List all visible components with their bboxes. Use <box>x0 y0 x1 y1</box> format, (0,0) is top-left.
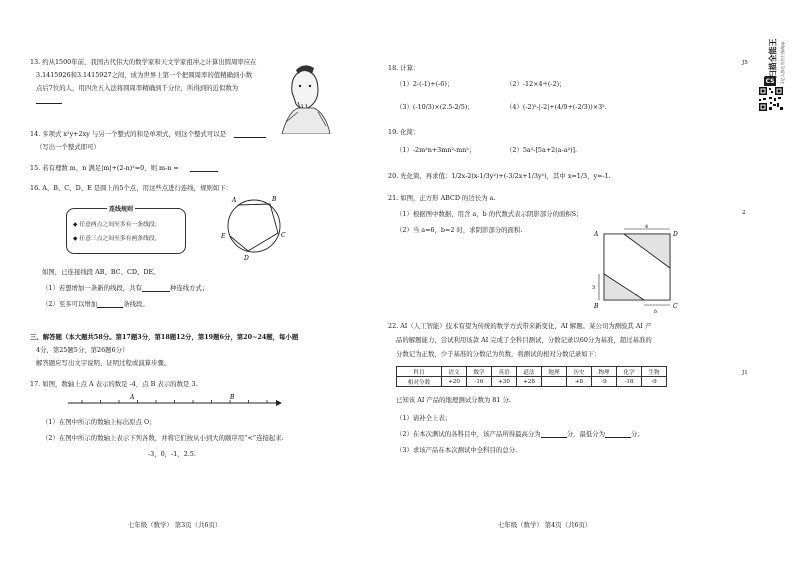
rules-title: 连线规则 <box>109 206 134 213</box>
q16-sub2-tail: 条线段。 <box>123 300 149 308</box>
table-cell: 科目 <box>397 367 442 377</box>
q19-part1: （1）-2m²n+3mn²-mn²； <box>396 146 476 154</box>
q18-part2: （2）-12×4÷(-2)； <box>506 80 566 88</box>
q16-rules-box <box>66 208 186 254</box>
left-footer: 七年级（数学） 第3页（共6页） <box>128 521 222 529</box>
table-cell: -16 <box>467 377 492 387</box>
square-label-b: B <box>594 303 599 310</box>
table-cell: 相对分数 <box>397 377 442 387</box>
q22-min-blank <box>605 430 631 438</box>
q22-max-blank <box>541 430 567 438</box>
table-cell: 语文 <box>442 367 467 377</box>
margin-mark-middle: 2 <box>742 210 746 216</box>
circle-label-c: C <box>281 232 286 239</box>
q22-sub2 <box>396 430 644 438</box>
table-cell: -18 <box>617 377 642 387</box>
table-cell: +28 <box>517 377 542 387</box>
q21-sub2: （2）当 a=6，b=2 时，求阴影部分的面积. <box>396 226 523 234</box>
q17-sub2: （2）在图中所示的数轴上表示下列各数，并将它们按从小到大的顺序用“<”连接起来. <box>42 434 284 442</box>
q15-answer-blank <box>190 164 218 172</box>
table-cell: 英语 <box>492 367 517 377</box>
five-points-circle-figure <box>220 190 290 262</box>
square-top-dimension: 4 <box>645 224 649 230</box>
number-line-ticks <box>82 400 267 403</box>
q16-sub1-blank <box>142 284 170 292</box>
margin-mark-top: J5 <box>742 60 748 66</box>
table-cell: +20 <box>442 377 467 387</box>
scanner-brand-tagline: 3亿人都在用的扫描App <box>780 41 785 84</box>
q17-sub1: （1）在图中所示的数轴上标出原点 O； <box>42 418 156 426</box>
q18-part3: （3）(-10/3)×(2.5-2/5)； <box>396 103 474 111</box>
square-label-c: C <box>673 303 678 310</box>
q18-part1: （1）2-(-1)+(-6)； <box>396 80 454 88</box>
q22-note: 已知该 AI 产品的地理测试分数为 81 分. <box>396 396 511 404</box>
q20-text: 20. 先化简，再求值：1/2x-2(x-1/3y²)+(-3/2x+1/3y²)，其中 x=1/3，y=-1. <box>388 172 611 180</box>
section3-line1: 三、解答题（本大题共58分。第17题3分，第18题12分，第19题6分，第20~24题，每小题 <box>30 333 299 341</box>
section3-line2: 4分，第25题5分，第26题6分） <box>36 346 129 354</box>
q22-line2: 品的解题能力，尝试利用该款 AI 完成了全科目测试，分数记录以60分为基准，超过基准的 <box>396 336 652 344</box>
q18-part4: （4）(-2)²-|-2|+(4/9+(-2/3))×3². <box>506 103 607 111</box>
q13-line1: 13. 约从1500年前，我国古代伟大的数学家和天文学家祖冲之计算出圆周率应在 <box>30 58 257 66</box>
section3-line3: 解答题应写出文字说明、证明过程或演算步骤。 <box>36 359 171 367</box>
table-cell: -9 <box>642 377 667 387</box>
left-page <box>0 0 380 561</box>
q21-line1: 21. 如图，正方形 ABCD 的边长为 a. <box>388 194 496 202</box>
circle-label-e: E <box>221 233 226 240</box>
q14-answer-blank <box>234 130 266 138</box>
square-left-dimension: 3 <box>592 285 596 291</box>
number-line <box>64 392 284 414</box>
q17-numbers: -3，0，-1，2.5. <box>148 450 196 458</box>
q16-line2: 如图，已连接线段 AB、BC、CD、DE。 <box>42 268 160 276</box>
q16-sub2 <box>42 300 149 308</box>
table-cell-empty <box>542 377 567 387</box>
table-header-row <box>397 367 667 377</box>
right-footer: 七年级（数学） 第4页（共6页） <box>498 521 592 529</box>
q21-sub1: （1）根据图中数据，用含 a，b 的代数式表示阴影部分的面积S； <box>396 210 583 218</box>
zu-chongzhi-portrait <box>274 62 334 134</box>
square-abcd-figure <box>590 222 680 314</box>
q16-sub1-text: （1）若想增加一条新的线段，共有 <box>42 284 142 292</box>
q22-sub3: （3）求该产品在本次测试中全科目的总分. <box>396 446 518 454</box>
scanner-brand-name: 扫描全能王 <box>768 38 778 79</box>
square-label-d: D <box>673 231 678 238</box>
point-a-label: A <box>130 394 135 401</box>
table-cell: 物理 <box>592 367 617 377</box>
ai-score-table <box>396 366 667 387</box>
q13-answer-blank <box>36 96 62 104</box>
q13-line2: 3.1415926和3.1415927之间，成为世界上第一个把圆周率的值精确到小数 <box>36 71 253 79</box>
q22-sub2-text: （2）在本次测试的各科目中，该产品所得最高分为 <box>396 430 541 438</box>
qr-code-icon <box>758 86 784 112</box>
table-values-row <box>397 377 667 387</box>
table-cell: +8 <box>567 377 592 387</box>
square-bottom-dimension: b <box>654 309 658 314</box>
circle-label-b: B <box>272 196 277 203</box>
q16-sub1 <box>42 284 208 292</box>
table-cell: 生物 <box>642 367 667 377</box>
circle-label-d: D <box>244 255 249 262</box>
square-label-a: A <box>594 231 599 238</box>
q16-sub1-tail: 种连线方式； <box>169 284 209 292</box>
table-cell: 化学 <box>617 367 642 377</box>
table-cell: 历史 <box>567 367 592 377</box>
q16-sub2-blank <box>97 300 123 308</box>
q22-sub2-tail: 分； <box>631 430 644 438</box>
q22-line1: 22. AI（人工智能）技术有望为传统的数学方式带来新变化，AI 解题。某公司为测验其 AI 产 <box>388 322 652 330</box>
q17-line1: 17. 如图，数轴上点 A 表示的数是 -4，点 B 表示的数是 3. <box>30 380 198 388</box>
table-cell: +30 <box>492 377 517 387</box>
q19-part2: （2）5a²-[5a+2(a-a²)]. <box>506 146 578 154</box>
q22-sub2-mid: 分，最低分为 <box>566 430 606 438</box>
table-cell: 数学 <box>467 367 492 377</box>
scanner-brand <box>764 14 778 90</box>
right-page <box>380 0 794 561</box>
rule-1: ◆ 任意两点之间至多有一条线段； <box>73 222 161 228</box>
table-cell: 地理 <box>542 367 567 377</box>
scanner-logo-icon: CS <box>764 76 776 88</box>
q22-sub1: （1）请补全上表； <box>396 414 452 422</box>
q22-line3: 分数记为正数，少于基准的分数记为负数，将测试的相对分数记录如下： <box>396 350 601 358</box>
table-cell: -9 <box>592 377 617 387</box>
point-b-label: B <box>230 394 235 401</box>
q16-line1: 16. A、B、C、D、E 是圆上的5个点，用这些点进行连线，规则如下： <box>30 184 233 192</box>
q19-title: 19. 化简： <box>388 128 420 136</box>
table-cell: 道法 <box>517 367 542 377</box>
q15-text: 15. 若有理数 m，n 满足|m|+(2-n)²=0，则 m-n = <box>30 164 179 172</box>
q14-line2: （写出一个整式即可） <box>36 143 100 151</box>
margin-mark-bottom: J1 <box>742 370 748 376</box>
rule-2: ◆ 任意三点之间至多有两条线段。 <box>73 236 161 242</box>
circle-label-a: A <box>232 197 237 204</box>
q14-line1: 14. 多项式 x²y+2xy 与另一个整式的和是单项式，则这个整式可以是 <box>30 130 227 138</box>
q16-sub2-text: （2）至多可以增加 <box>42 300 98 308</box>
q18-title: 18. 计算： <box>388 64 420 72</box>
q13-line3: 点后7位的人，用四舍五入法将圆周率精确到千分位，所得到的近似数为 <box>36 84 239 92</box>
